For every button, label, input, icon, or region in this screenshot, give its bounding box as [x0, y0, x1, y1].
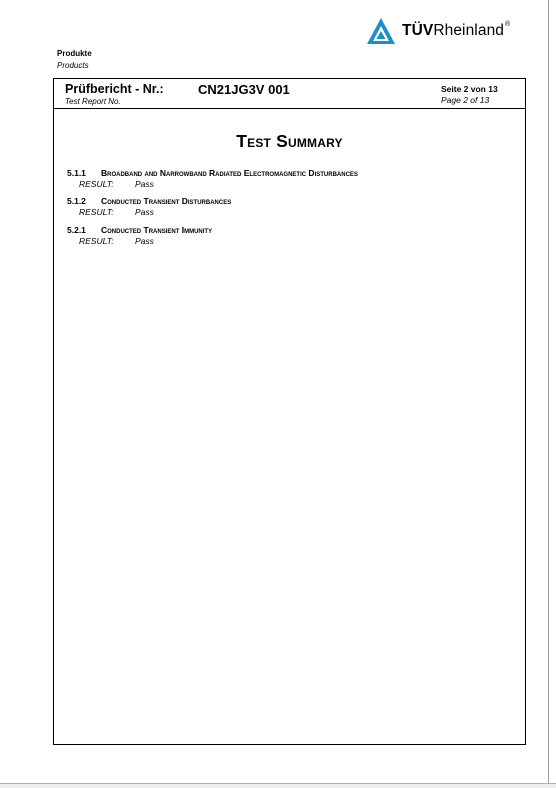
section-number: 5.2.1 [67, 225, 86, 235]
result-label: RESULT: [79, 236, 114, 246]
logo-wordmark: TÜVRheinland® [402, 21, 511, 39]
result-value: Pass [135, 236, 154, 246]
result-label: RESULT: [79, 207, 114, 217]
section-title: Broadband and Narrowband Radiated Electromagnetic Disturbances [101, 168, 358, 178]
tuv-triangle-icon [366, 17, 396, 45]
summary-item-result [79, 236, 212, 246]
page-bottom-edge [0, 783, 556, 788]
page-indicator-en: Page 2 of 13 [441, 95, 490, 105]
section-number: 5.1.2 [67, 196, 86, 206]
report-number: CN21JG3V 001 [198, 82, 290, 97]
summary-item [67, 168, 358, 189]
page-title: Test Summary [236, 131, 343, 151]
category-en: Products [57, 61, 89, 70]
report-number-label: Prüfbericht - Nr.: [65, 82, 164, 96]
result-value: Pass [135, 207, 154, 217]
report-header-band [54, 79, 525, 109]
summary-item-result [79, 207, 231, 217]
result-label: RESULT: [79, 179, 114, 189]
section-title: Conducted Transient Disturbances [101, 196, 232, 206]
summary-item [67, 225, 212, 246]
summary-item-result [79, 179, 358, 189]
category-de: Produkte [57, 49, 92, 58]
page-indicator-de: Seite 2 von 13 [441, 84, 498, 94]
report-frame [53, 78, 526, 745]
report-number-label-en: Test Report No. [65, 97, 121, 106]
section-title: Conducted Transient Immunity [101, 225, 213, 235]
summary-item-heading [67, 225, 212, 235]
summary-item-heading [67, 168, 358, 178]
summary-item-heading [67, 196, 231, 206]
summary-item [67, 196, 231, 217]
tuv-logo [366, 16, 510, 46]
result-value: Pass [135, 179, 154, 189]
section-number: 5.1.1 [67, 168, 86, 178]
